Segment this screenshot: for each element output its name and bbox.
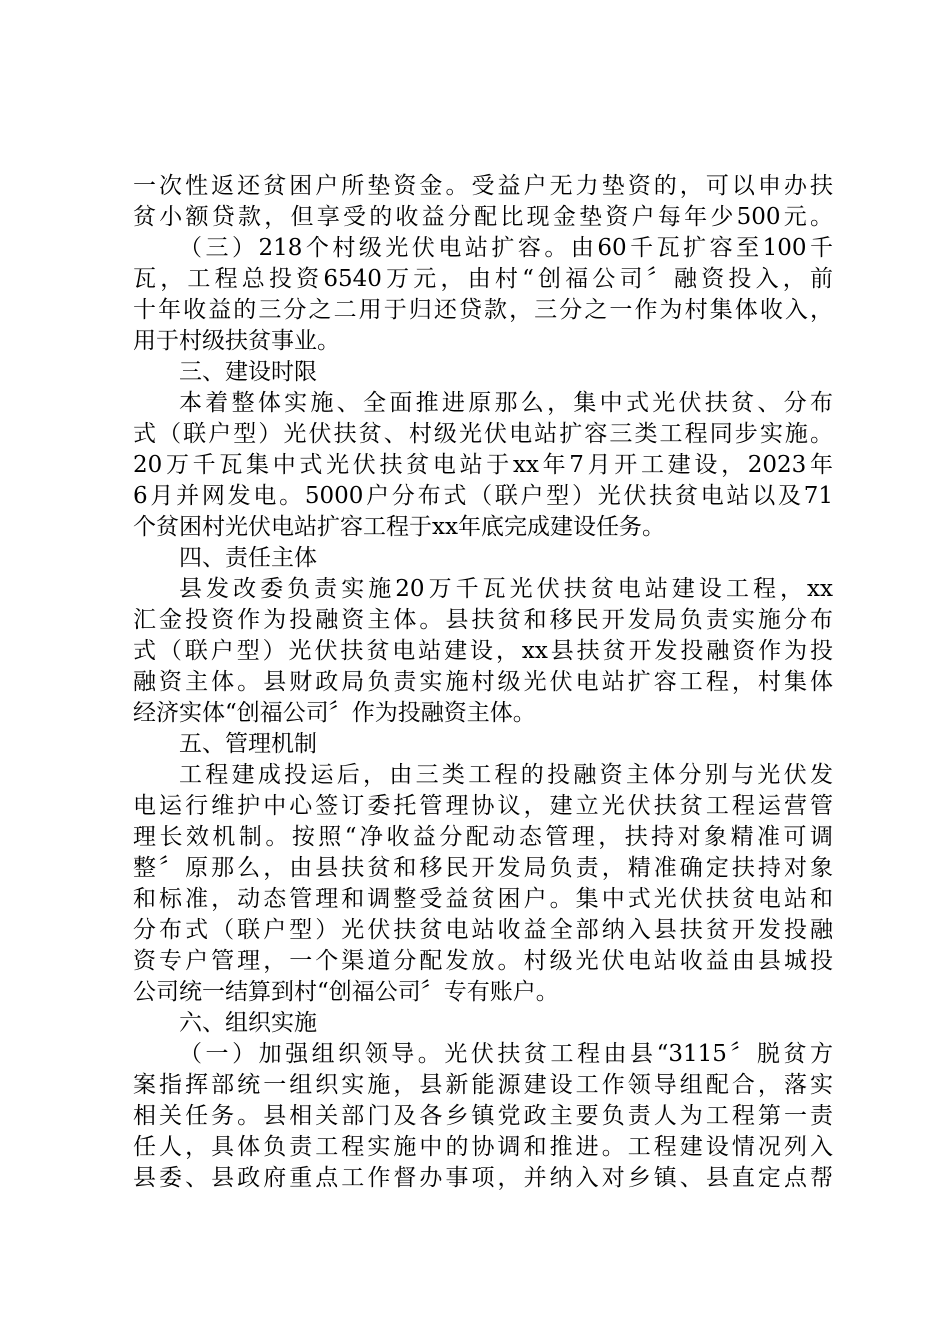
text-line: 电运行维护中心签订委托管理协议，建立光伏扶贫工程运营管 [133,793,833,819]
text-line: 式（联户型）光伏扶贫电站建设，xx县扶贫开发投融资作为投 [133,638,833,664]
text-line: 贫小额贷款，但享受的收益分配比现金垫资户每年少500元。 [133,204,833,230]
text-line: （一）加强组织领导。光伏扶贫工程由县“3115〞脱贫方 [179,1041,833,1067]
text-line: 三、建设时限 [179,359,317,385]
text-line: 十年收益的三分之二用于归还贷款，三分之一作为村集体收入， [133,297,833,323]
text-line: 公司统一结算到村“创福公司〞专有账户。 [133,979,559,1005]
text-line: 瓦，工程总投资6540万元，由村“创福公司〞融资投入，前 [133,266,833,292]
text-line: 用于村级扶贫事业。 [133,328,340,354]
text-line: （三）218个村级光伏电站扩容。由60千瓦扩容至100千 [179,235,833,261]
text-line: 分布式（联户型）光伏扶贫电站收益全部纳入县扶贫开发投融 [133,917,833,943]
text-line: 案指挥部统一组织实施，县新能源建设工作领导组配合，落实 [133,1072,833,1098]
text-line: 任人，具体负责工程实施中的协调和推进。工程建设情况列入 [133,1134,833,1160]
text-line: 经济实体“创福公司〞作为投融资主体。 [133,700,536,726]
text-line: 本着整体实施、全面推进原那么，集中式光伏扶贫、分布 [179,390,833,416]
text-line: 县发改委负责实施20万千瓦光伏扶贫电站建设工程，xx [179,576,833,602]
text-line: 汇金投资作为投融资主体。县扶贫和移民开发局负责实施分布 [133,607,833,633]
text-line: 县委、县政府重点工作督办事项，并纳入对乡镇、县直定点帮 [133,1165,833,1191]
text-line: 相关任务。县相关部门及各乡镇党政主要负责人为工程第一责 [133,1103,833,1129]
text-line: 资专户管理，一个渠道分配发放。村级光伏电站收益由县城投 [133,948,833,974]
text-line: 式（联户型）光伏扶贫、村级光伏电站扩容三类工程同步实施。 [133,421,833,447]
text-line: 一次性返还贫困户所垫资金。受益户无力垫资的，可以申办扶 [133,173,833,199]
text-line: 20万千瓦集中式光伏扶贫电站于xx年7月开工建设，2023年 [133,452,833,478]
text-line: 6月并网发电。5000户分布式（联户型）光伏扶贫电站以及71 [133,483,833,509]
text-line: 六、组织实施 [179,1010,317,1036]
text-line: 四、责任主体 [179,545,317,571]
text-line: 五、管理机制 [179,731,317,757]
text-line: 整〞原那么，由县扶贫和移民开发局负责，精准确定扶持对象 [133,855,833,881]
text-line: 和标准，动态管理和调整受益贫困户。集中式光伏扶贫电站和 [133,886,833,912]
text-line: 个贫困村光伏电站扩容工程于xx年底完成建设任务。 [133,514,665,540]
document-body [133,171,833,1194]
text-line: 融资主体。县财政局负责实施村级光伏电站扩容工程，村集体 [133,669,833,695]
text-line: 理长效机制。按照“净收益分配动态管理，扶持对象精准可调 [133,824,833,850]
text-line: 工程建成投运后，由三类工程的投融资主体分别与光伏发 [179,762,833,788]
